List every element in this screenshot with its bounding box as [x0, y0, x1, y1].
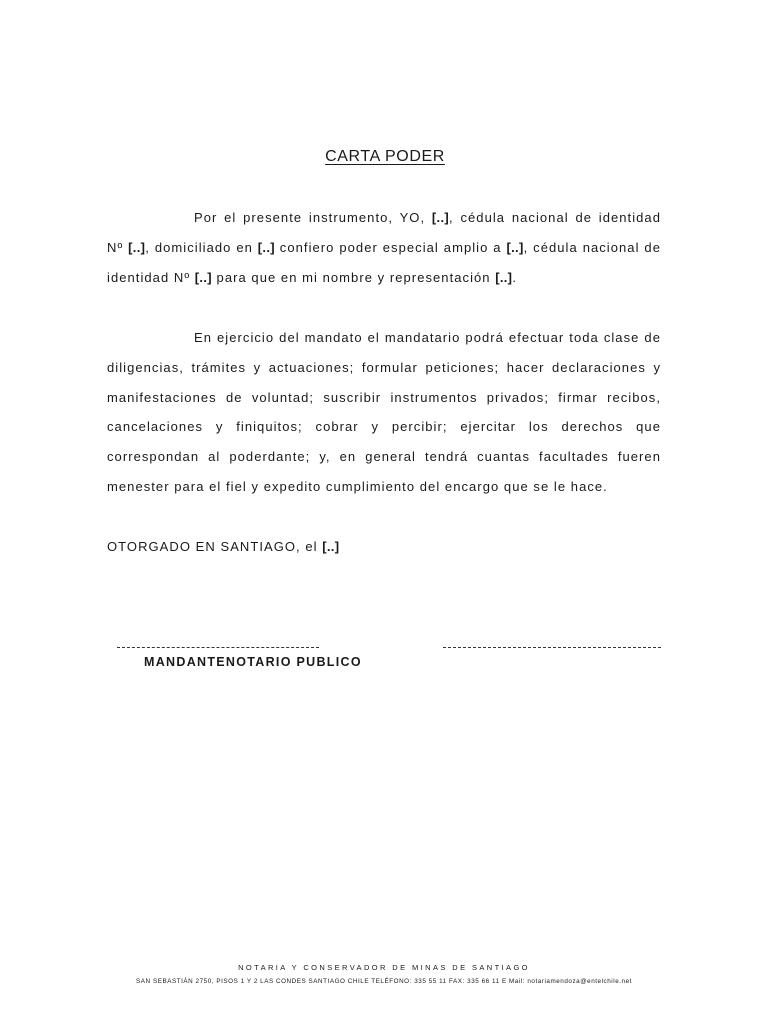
footer-title: NOTARIA Y CONSERVADOR DE MINAS DE SANTIAGO	[238, 963, 530, 972]
paragraph-powers	[107, 323, 661, 502]
text-segment: confiero poder especial amplio a	[274, 239, 507, 255]
text-segment: , cédula nacional de identidad Nº	[107, 239, 661, 285]
footer-address: SAN SEBASTIÁN 2750, PISOS 1 Y 2 LAS CONDES SANTIAGO CHILE TELÉFONO: 335 55 11 FAX: 335 66 11 E Mail: notariamendoza@entelchile.net	[136, 978, 632, 985]
otorgado-line	[107, 533, 339, 561]
text-segment: , cédula nacional de identidad Nº	[107, 210, 661, 255]
signature-line-mandante	[117, 647, 319, 648]
placeholder-blank: [..]	[431, 210, 450, 225]
placeholder-blank: [..]	[128, 239, 146, 255]
text-segment: .	[512, 269, 517, 285]
document-title: CARTA PODER	[325, 148, 445, 165]
placeholder-blank: [..]	[194, 269, 212, 285]
signature-line-notario	[443, 647, 661, 648]
text-segment: , domiciliado en	[145, 239, 258, 255]
placeholder-blank: [..]	[506, 239, 524, 255]
text-segment: para que en mi nombre y representación	[211, 269, 496, 285]
placeholder-blank: [..]	[322, 539, 340, 554]
text-segment: Por el presente instrumento, YO,	[194, 210, 432, 225]
otorgado-text: OTORGADO EN SANTIAGO, el	[107, 539, 323, 554]
placeholder-blank: [..]	[495, 269, 513, 285]
paragraph-powers-text: En ejercicio del mandato el mandatario podrá efectuar toda clase de diligencias, trámites y actuaciones; formular peticiones; hacer declaraciones y manifestaciones de voluntad; suscribir instrumentos privados; firmar recibos, cancelaciones y finiquitos; cobrar y percibir; ejercitar los derechos que correspondan al poderdante; y, en general tendrá cuantas facultades fueren menester para el fiel y expedito cumplimiento del encargo que se le hace.	[107, 330, 661, 494]
signature-labels: MANDANTENOTARIO PUBLICO	[144, 655, 362, 669]
paragraph-grant	[107, 203, 661, 292]
placeholder-blank: [..]	[257, 239, 275, 255]
